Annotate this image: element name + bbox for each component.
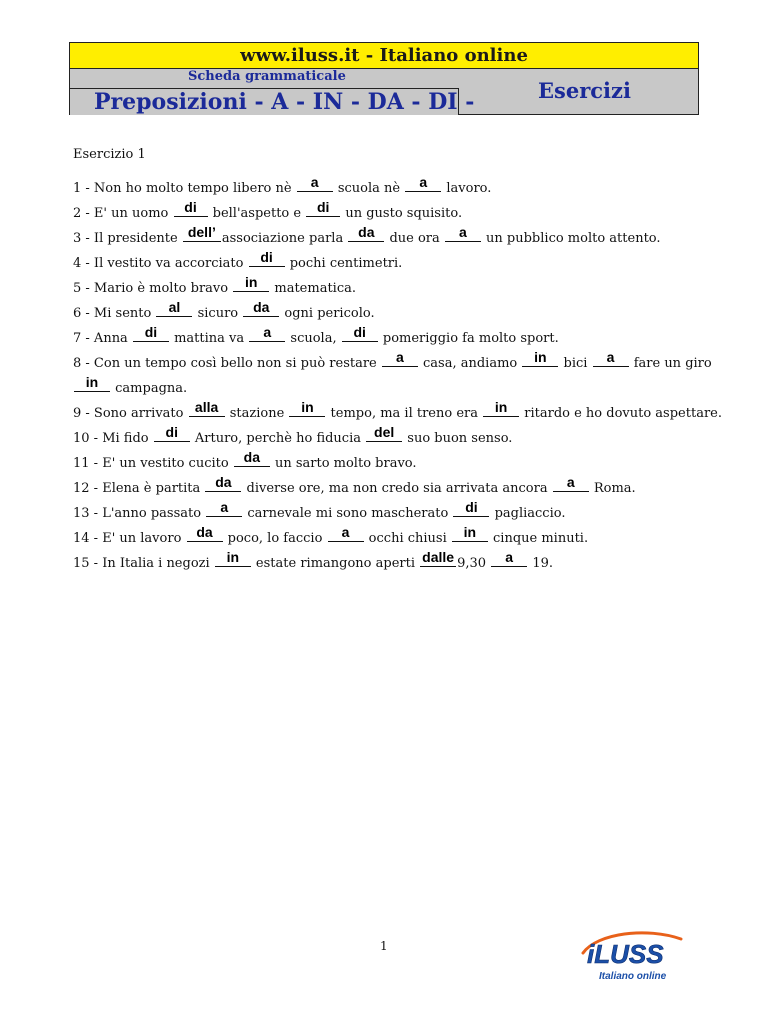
answer-blank[interactable]	[187, 524, 223, 542]
exercise-line	[73, 524, 713, 555]
answer-blank[interactable]	[593, 349, 629, 367]
line-text: estate rimangono aperti	[251, 556, 420, 571]
answer-blank[interactable]	[405, 174, 441, 192]
answer-text: da	[243, 449, 260, 465]
line-text: scuola nè	[333, 181, 405, 196]
line-text: fare un giro	[629, 356, 712, 371]
line-text: occhi chiusi	[364, 531, 451, 546]
answer-text: di	[260, 249, 273, 265]
line-text: 6 - Mi sento	[73, 306, 156, 321]
answer-text: di	[165, 424, 178, 440]
answer-text: alla	[194, 399, 219, 415]
answer-blank[interactable]	[189, 399, 225, 417]
answer-blank[interactable]	[366, 424, 402, 442]
answer-text: da	[358, 224, 375, 240]
line-text: tempo, ma il treno era	[326, 406, 483, 421]
line-text: matematica.	[270, 281, 356, 296]
line-text: 15 - In Italia i negozi	[73, 556, 214, 571]
answer-text: a	[263, 324, 272, 340]
exercise-line	[73, 474, 713, 505]
answer-text: in	[534, 349, 547, 365]
answer-text: di	[144, 324, 158, 340]
line-text: Arturo, perchè ho fiducia	[190, 431, 366, 446]
line-text: scuola,	[286, 331, 341, 346]
exercise-line	[73, 499, 713, 530]
exercise-line	[73, 299, 713, 330]
answer-text: dalle	[422, 549, 455, 565]
line-text: 14 - E' un lavoro	[73, 531, 186, 546]
answer-text: a	[341, 524, 350, 540]
answer-text: a	[566, 474, 575, 490]
answer-text: di	[184, 199, 197, 215]
page-number: 1	[380, 939, 388, 953]
line-text: diverse ore, ma non credo sia arrivata ancora	[242, 481, 552, 496]
answer-text: da	[215, 474, 232, 490]
line-text: stazione	[225, 406, 289, 421]
answer-blank[interactable]	[156, 299, 192, 317]
answer-blank[interactable]	[553, 474, 589, 492]
line-text: poco, lo faccio	[223, 531, 327, 546]
line-text: 7 - Anna	[73, 331, 132, 346]
answer-text: di	[465, 499, 478, 515]
line-text: lavoro.	[442, 181, 492, 196]
answer-text: a	[505, 549, 514, 565]
answer-blank[interactable]	[452, 524, 488, 542]
line-text: ogni pericolo.	[280, 306, 375, 321]
answer-blank[interactable]	[154, 424, 190, 442]
answer-blank[interactable]	[491, 549, 527, 567]
line-text: Roma.	[589, 481, 636, 496]
answer-blank[interactable]	[289, 399, 325, 417]
answer-blank[interactable]	[243, 299, 279, 317]
line-text: pochi centimetri.	[285, 256, 403, 271]
answer-text: in	[494, 399, 508, 415]
line-text: pomeriggio fa molto sport.	[378, 331, 559, 346]
exercise-line	[73, 199, 713, 230]
line-text: bell'aspetto e	[208, 206, 306, 221]
exercise-line	[73, 374, 713, 405]
answer-text: al	[168, 299, 181, 315]
answer-blank[interactable]	[348, 224, 384, 242]
answer-text: a	[310, 174, 319, 190]
logo-tagline: Italiano online	[599, 971, 667, 982]
answer-text: in	[463, 524, 477, 540]
answer-blank[interactable]	[297, 174, 333, 192]
answer-text: da	[253, 299, 270, 315]
answer-text: a	[419, 174, 428, 190]
line-text: 3 - Il presidente	[73, 231, 182, 246]
line-text: un sarto molto bravo.	[270, 456, 417, 471]
line-text: un pubblico molto attento.	[481, 231, 661, 246]
answer-blank[interactable]	[133, 324, 169, 342]
answer-blank[interactable]	[453, 499, 489, 517]
answer-blank[interactable]	[206, 499, 242, 517]
line-text: 2 - E' un uomo	[73, 206, 173, 221]
answer-text: di	[316, 199, 330, 215]
line-text: 10 - Mi fido	[73, 431, 153, 446]
line-text: 9 - Sono arrivato	[73, 406, 188, 421]
site-banner: www.iluss.it - Italiano online	[70, 43, 698, 69]
exercise-line	[73, 224, 713, 255]
line-text: ritardo e ho dovuto aspettare.	[520, 406, 722, 421]
line-text: bici	[559, 356, 592, 371]
exercise-line	[73, 349, 713, 380]
exercise-line	[73, 424, 713, 455]
line-text: 9,30	[457, 556, 491, 571]
answer-text: a	[395, 349, 404, 365]
answer-text: in	[245, 274, 258, 290]
exercise-list	[73, 174, 722, 580]
exercise-line	[73, 449, 713, 480]
line-text: cinque minuti.	[488, 531, 589, 546]
answer-blank[interactable]	[522, 349, 558, 367]
line-text: campagna.	[111, 381, 188, 396]
answer-blank[interactable]	[420, 549, 456, 567]
line-text: 5 - Mario è molto bravo	[73, 281, 233, 296]
answer-text: di	[353, 324, 366, 340]
iluss-logo	[577, 925, 697, 985]
answer-blank[interactable]	[205, 474, 241, 492]
line-text: pagliaccio.	[490, 506, 566, 521]
answer-text: del	[374, 424, 395, 440]
exercise-line	[73, 549, 713, 580]
line-text: associazione parla	[221, 231, 348, 246]
answer-text: dell’	[187, 224, 216, 240]
answer-text: a	[459, 224, 467, 240]
line-text: casa, andiamo	[418, 356, 522, 371]
exercise-line	[73, 249, 713, 280]
answer-blank[interactable]	[342, 324, 378, 342]
answer-blank[interactable]	[483, 399, 519, 417]
answer-blank[interactable]	[183, 224, 221, 242]
answer-blank[interactable]	[306, 199, 340, 217]
line-text: 13 - L'anno passato	[73, 506, 206, 521]
exercise-title: Esercizio 1	[73, 147, 146, 162]
line-text: 12 - Elena è partita	[73, 481, 205, 496]
title-box	[70, 88, 475, 115]
answer-text: in	[226, 549, 240, 565]
worksheet-subtitle: Scheda grammaticale	[188, 69, 346, 84]
line-text: 19.	[528, 556, 554, 571]
worksheet-title: Preposizioni - A - IN - DA - DI -	[94, 89, 475, 115]
exercise-line	[73, 174, 713, 205]
answer-blank[interactable]	[215, 549, 251, 567]
line-text: un gusto squisito.	[341, 206, 463, 221]
answer-text: a	[606, 349, 615, 365]
line-text: carnevale mi sono mascherato	[243, 506, 453, 521]
answer-blank[interactable]	[382, 349, 418, 367]
section-label: Esercizi	[538, 78, 631, 103]
answer-text: in	[301, 399, 314, 415]
logo-text: iLUSS	[587, 939, 664, 969]
answer-blank[interactable]	[249, 249, 285, 267]
answer-text: a	[220, 499, 229, 515]
answer-blank[interactable]	[445, 224, 481, 242]
answer-blank[interactable]	[249, 324, 285, 342]
answer-text: da	[196, 524, 213, 540]
answer-text: in	[85, 374, 99, 390]
answer-blank[interactable]	[328, 524, 364, 542]
answer-blank[interactable]	[174, 199, 208, 217]
answer-blank[interactable]	[74, 374, 110, 392]
line-text: 1 - Non ho molto tempo libero nè	[73, 181, 296, 196]
line-text: sicuro	[193, 306, 243, 321]
line-text: mattina va	[169, 331, 249, 346]
answer-blank[interactable]	[234, 449, 270, 467]
answer-blank[interactable]	[233, 274, 269, 292]
line-text: 8 - Con un tempo così bello non si può restare	[73, 356, 381, 371]
worksheet-header	[69, 42, 699, 115]
line-text: 11 - E' un vestito cucito	[73, 456, 233, 471]
line-text: due ora	[385, 231, 444, 246]
line-text: suo buon senso.	[403, 431, 513, 446]
line-text: 4 - Il vestito va accorciato	[73, 256, 248, 271]
